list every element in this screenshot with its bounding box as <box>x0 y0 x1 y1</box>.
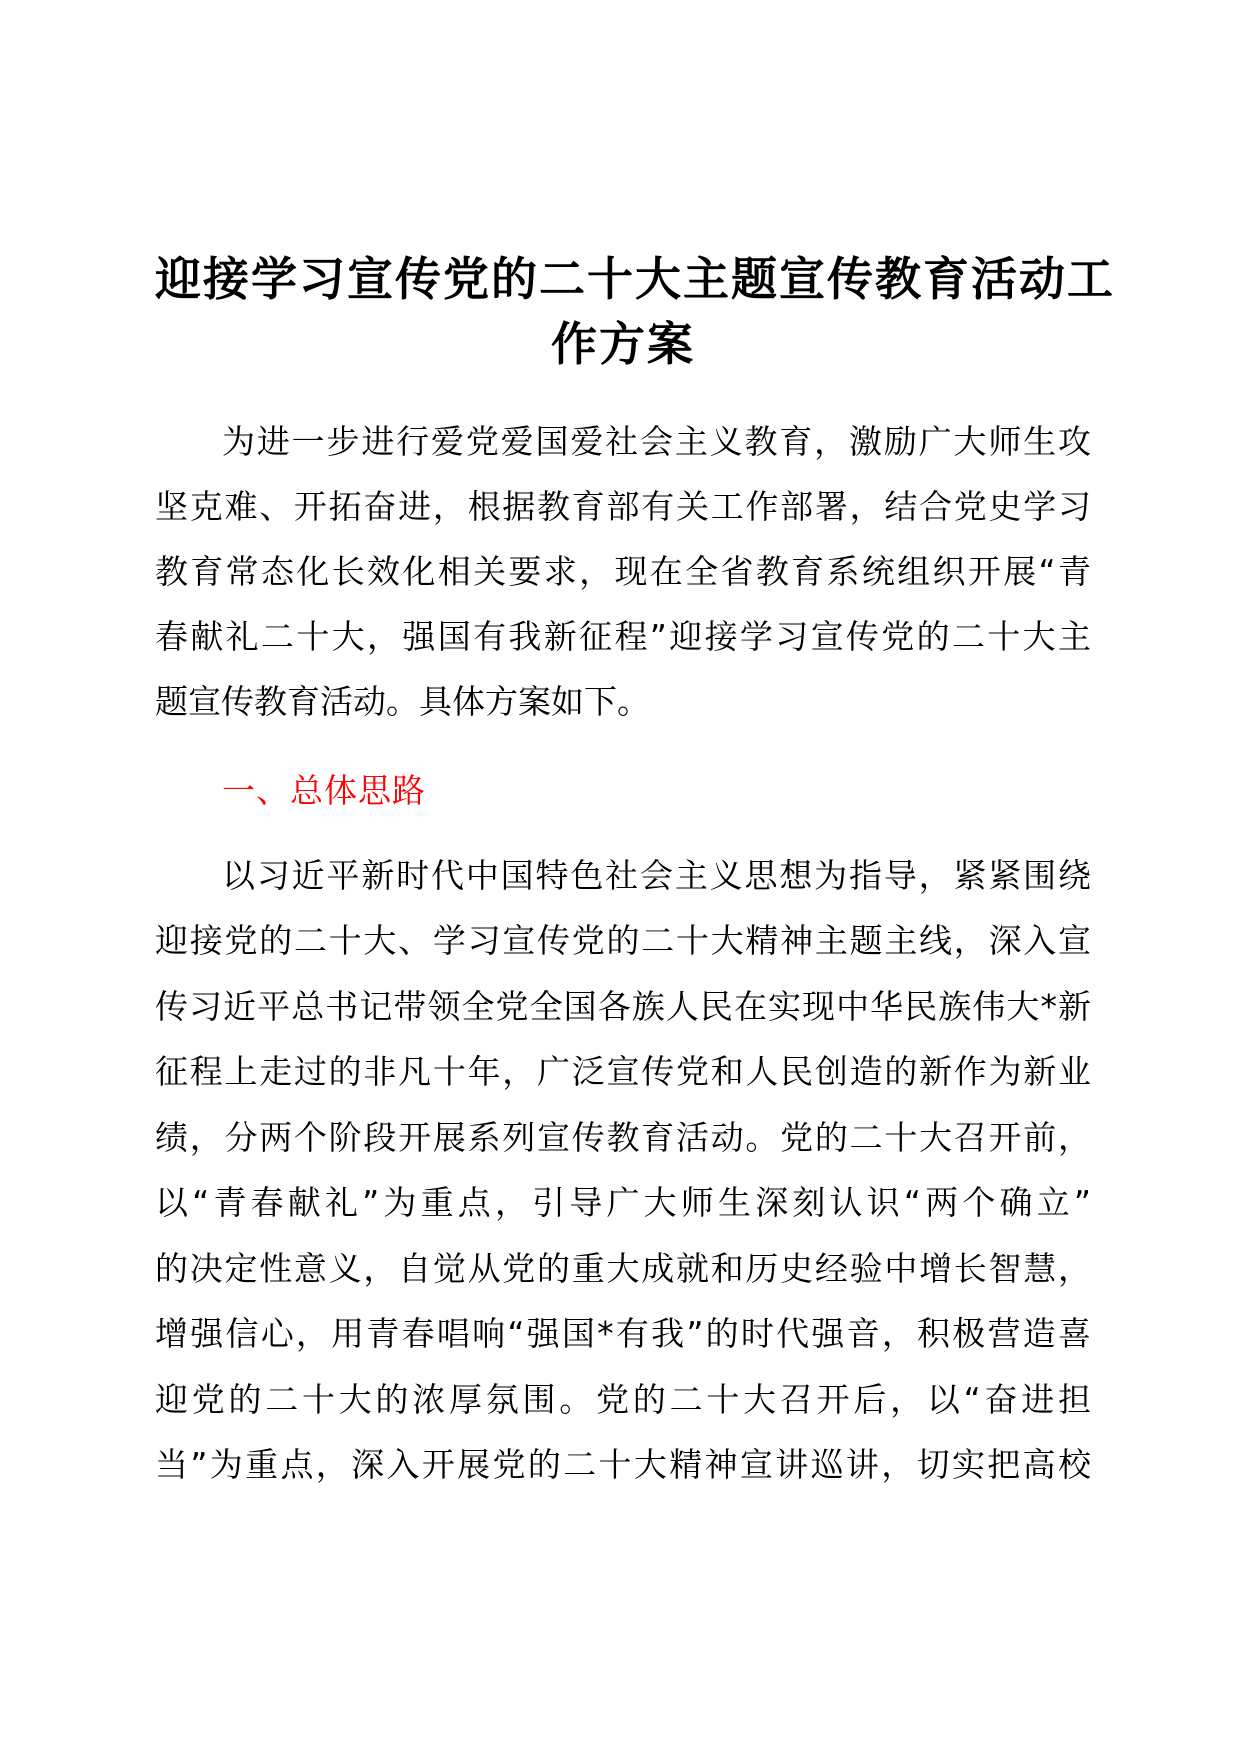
paragraph-line: 题宣传教育活动。具体方案如下。 <box>155 682 650 721</box>
paragraph-line: 迎接党的二十大、学习宣传党的二十大精神主题主线，深入宣 <box>155 921 1091 960</box>
paragraph-line: 增强信心，用青春唱响“强国*有我”的时代强音，积极营造喜 <box>155 1314 1091 1353</box>
paragraph-line: 坚克难、开拓奋进，根据教育部有关工作部署，结合党史学习 <box>155 487 1091 526</box>
paragraph-line: 以“青春献礼”为重点，引导广大师生深刻认识“两个确立” <box>155 1183 1091 1222</box>
document-title-line-2: 作方案 <box>551 317 695 371</box>
paragraph-line: 为进一步进行爱党爱国爱社会主义教育，激励广大师生攻 <box>222 422 1091 461</box>
paragraph-line: 春献礼二十大，强国有我新征程”迎接学习宣传党的二十大主 <box>155 617 1091 656</box>
section-heading: 一、总体思路 <box>222 771 426 810</box>
paragraph-line: 征程上走过的非凡十年，广泛宣传党和人民创造的新作为新业 <box>155 1052 1091 1091</box>
paragraph-line: 以习近平新时代中国特色社会主义思想为指导，紧紧围绕 <box>222 856 1091 895</box>
paragraph-line: 当”为重点，深入开展党的二十大精神宣讲巡讲，切实把高校 <box>155 1445 1091 1484</box>
paragraph-line: 迎党的二十大的浓厚氛围。党的二十大召开后，以“奋进担 <box>155 1380 1091 1419</box>
document-title-line-1: 迎接学习宣传党的二十大主题宣传教育活动工 <box>155 252 1115 306</box>
paragraph-line: 的决定性意义，自觉从党的重大成就和历史经验中增长智慧， <box>155 1249 1091 1288</box>
paragraph-line: 绩，分两个阶段开展系列宣传教育活动。党的二十大召开前， <box>155 1118 1091 1157</box>
paragraph-line: 传习近平总书记带领全党全国各族人民在实现中华民族伟大*新 <box>155 987 1091 1026</box>
paragraph-line: 教育常态化长效化相关要求，现在全省教育系统组织开展“青 <box>155 552 1091 591</box>
